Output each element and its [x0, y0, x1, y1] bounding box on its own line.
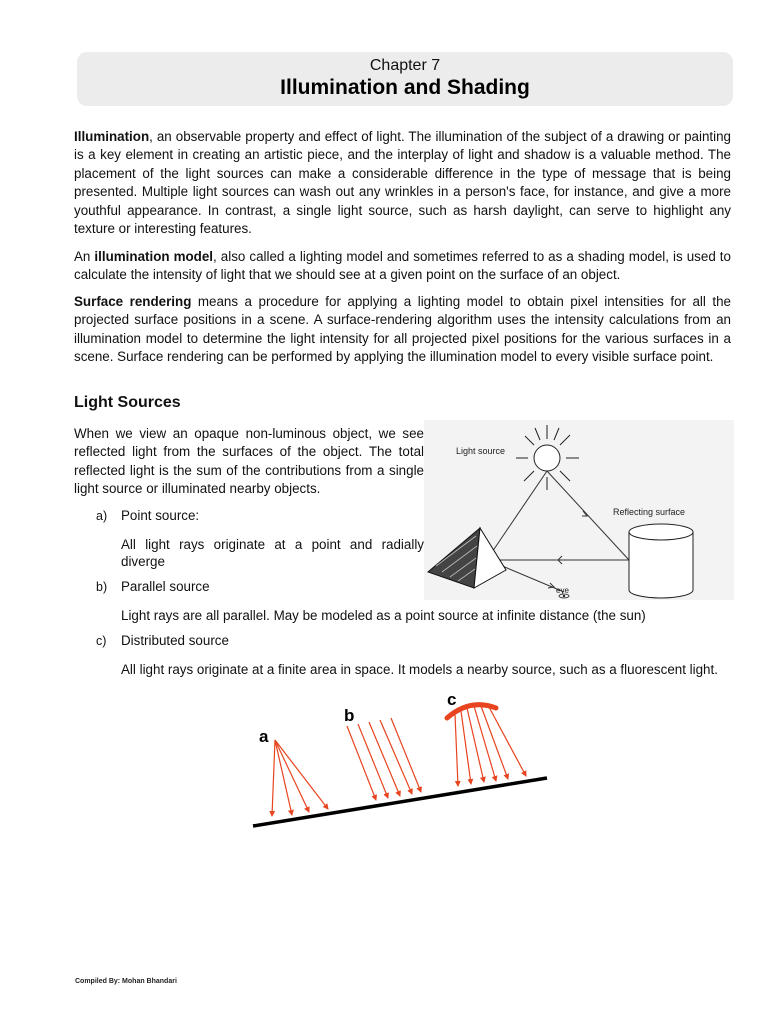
model-text: , also called a lighting model and sometimes referred to as a shading model, is used to calculate the intensity of light that we should see at a given point on the surface of an object.	[74, 249, 731, 283]
light-sources-intro: When we view an opaque non-luminous object, we see reflected light from the surfaces of the object. The total reflected light is the sum of the contributions from a single light source or illuminated nearby objects.	[74, 426, 424, 497]
item-c-label: Distributed source	[121, 633, 229, 648]
chapter-header	[77, 52, 733, 106]
surface-term: Surface rendering	[74, 294, 192, 309]
label-c: c	[447, 690, 457, 709]
illumination-paragraph	[74, 128, 731, 238]
chapter-number: Chapter 7	[369, 57, 441, 74]
parallel-ray-3	[369, 722, 400, 796]
surface-rendering-paragraph	[74, 293, 731, 367]
item-b-desc: Light rays are all parallel. May be modeled as a point source at infinite distance (the sun)	[121, 608, 646, 623]
model-prefix: An	[74, 249, 95, 264]
item-a-marker: a)	[96, 509, 108, 523]
lighting-diagram	[424, 420, 734, 600]
surface-text: means a procedure for applying a lighting model to obtain pixel intensities for all the projected surface positions in a scene. A surface-rendering algorithm uses the intensity calculations from an illumination model to determine the light intensity for all projected pixel positions for the various surfaces in a scene. Surface rendering can be performed by applying the illumination model to every visible surface point.	[74, 294, 731, 365]
illumination-term: Illumination	[74, 129, 150, 144]
parallel-ray-1	[347, 726, 376, 800]
label-a: a	[259, 727, 269, 746]
ground-surface	[253, 778, 547, 826]
item-b-label: Parallel source	[121, 579, 210, 594]
illumination-text: , an observable property and effect of light. The illumination of the subject of a drawing or painting is a key element in creating an artistic piece, and the interplay of light and shadow is a valuable method. The placement of the light sources can make a considerable difference in the type of message that is being presented. Multiple light sources can wash out any wrinkles in a person's face, for instance, and give a more youthful appearance. In contrast, a single light source, such as harsh daylight, can serve to highlight any texture or interesting features.	[74, 129, 731, 237]
item-c-desc: All light rays originate at a finite area in space. It models a nearby source, such as a fluorescent light.	[121, 662, 718, 677]
eye-label: eye	[556, 586, 569, 595]
reflecting-surface-label: Reflecting surface	[613, 507, 686, 517]
point-ray-3	[275, 740, 309, 812]
parallel-source-rays	[347, 718, 421, 800]
light-sources-heading: Light Sources	[74, 394, 181, 411]
label-b: b	[344, 706, 355, 725]
item-b-marker: b)	[96, 580, 108, 594]
item-a-label: Point source:	[121, 508, 200, 523]
cylinder-surface	[629, 524, 693, 598]
item-c-marker: c)	[96, 634, 107, 648]
light-source-types-diagram	[240, 688, 560, 836]
distributed-source-rays	[455, 706, 526, 786]
light-source-label: Light source	[456, 446, 506, 456]
item-a-desc: All light rays originate at a point and radially diverge	[121, 537, 424, 569]
distributed-ray-2	[461, 711, 471, 784]
model-term: illumination model	[94, 249, 214, 264]
parallel-ray-2	[358, 724, 388, 798]
illumination-model-paragraph	[74, 248, 731, 285]
footer-credit: Compiled By: Mohan Bhandari	[75, 978, 177, 985]
distributed-ray-1	[455, 714, 458, 786]
point-ray-1	[272, 740, 275, 816]
point-source-rays	[272, 740, 328, 816]
chapter-title: Illumination and Shading	[280, 76, 530, 99]
